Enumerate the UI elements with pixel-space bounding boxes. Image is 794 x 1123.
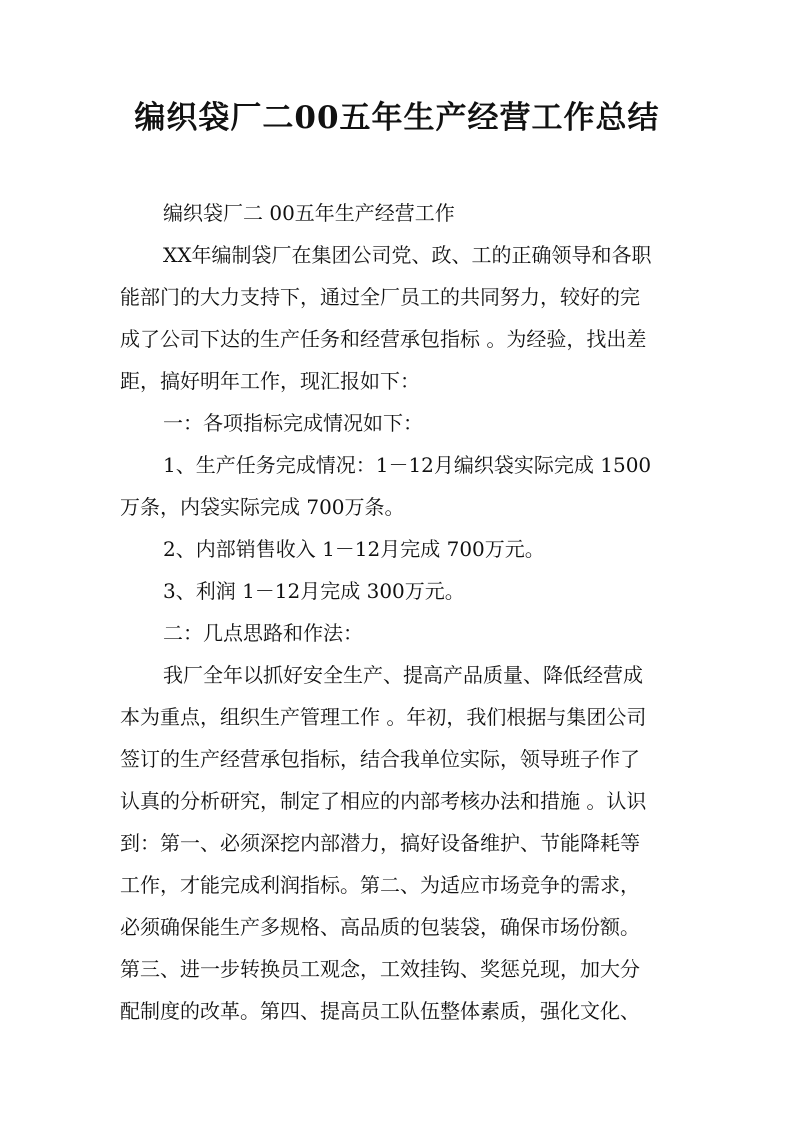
document-title: 编织袋厂二00五年生产经营工作总结 [134, 100, 660, 136]
paragraph-line: 工作，才能完成利润指标。第二、为适应市场竞争的需求， [120, 873, 640, 897]
list-item: 2、内部销售收入 1－12月完成 700万元。 [163, 537, 545, 561]
paragraph-line: 签订的生产经营承包指标，结合我单位实际，领导班子作了 [120, 747, 640, 771]
paragraph-line: 第三、进一步转换员工观念，工效挂钩、奖惩兑现，加大分 [120, 957, 640, 981]
list-item: 3、利润 1－12月完成 300万元。 [163, 579, 465, 603]
paragraph-line: 距，搞好明年工作，现汇报如下： [120, 369, 420, 393]
paragraph-line: XX年编制袋厂在集团公司党、政、工的正确领导和各职 [163, 243, 652, 267]
list-item-continuation: 万条，内袋实际完成 700万条。 [120, 495, 405, 519]
paragraph-line: 本为重点，组织生产管理工作 。年初，我们根据与集团公司 [120, 705, 647, 729]
paragraph-line: 成了公司下达的生产任务和经营承包指标 。为经验，找出差 [120, 327, 647, 351]
paragraph-line: 必须确保能生产多规格、高品质的包装袋，确保市场份额。 [120, 915, 640, 939]
section-heading: 一：各项指标完成情况如下： [163, 411, 423, 435]
paragraph-line: 到：第一、必须深挖内部潜力，搞好设备维护、节能降耗等 [120, 831, 640, 855]
paragraph-line: 能部门的大力支持下，通过全厂员工的共同努力，较好的完 [120, 285, 640, 309]
paragraph-line: 配制度的改革。第四、提高员工队伍整体素质，强化文化、 [120, 999, 640, 1023]
list-item: 1、生产任务完成情况：1－12月编织袋实际完成 1500 [163, 453, 652, 477]
paragraph-line: 认真的分析研究，制定了相应的内部考核办法和措施 。认识 [120, 789, 647, 813]
section-heading: 二：几点思路和作法： [163, 621, 363, 645]
subtitle-line: 编织袋厂二 00五年生产经营工作 [163, 201, 455, 225]
paragraph-line: 我厂全年以抓好安全生产、提高产品质量、降低经营成 [163, 663, 643, 687]
